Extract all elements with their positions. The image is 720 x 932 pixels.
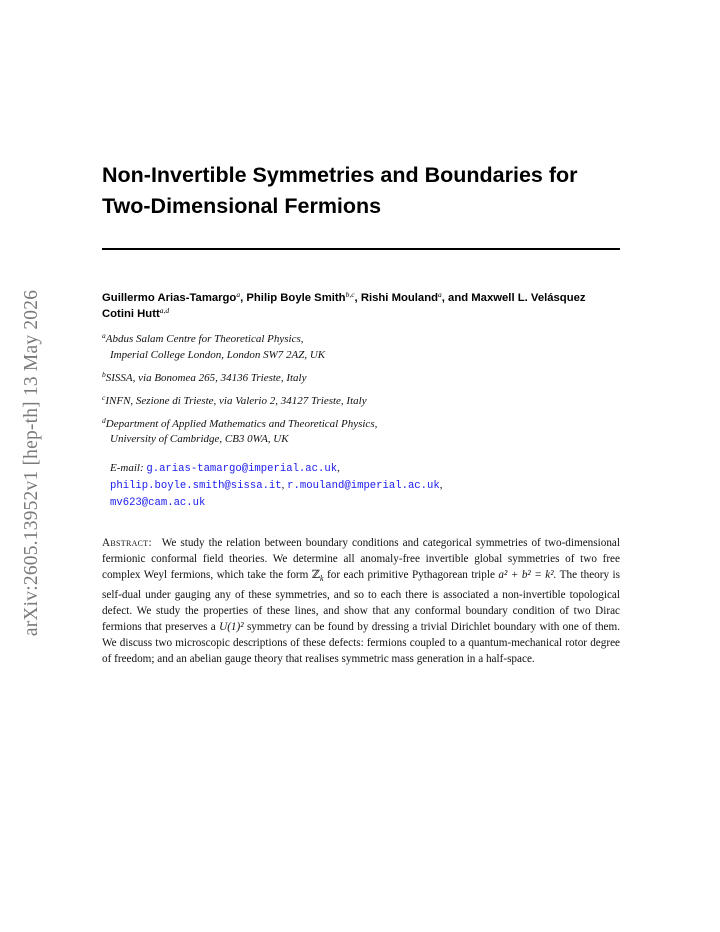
affiliation-item <box>102 332 620 363</box>
email-block: E-mail: g.arias-tamargo@imperial.ac.uk, philip.boyle.smith@sissa.it, r.mouland@imperial.ac.uk, mv623@cam.ac.uk <box>110 461 443 509</box>
affiliation-key: a <box>102 331 106 340</box>
affiliation-key: d <box>102 415 106 425</box>
affiliation-item <box>102 394 620 410</box>
affiliation-line: Department of Applied Mathematics and Theoretical Physics, <box>105 417 378 430</box>
affiliation-line: Imperial College London, London SW7 2AZ, UK <box>110 348 326 361</box>
author-name: Rishi Mouland <box>360 292 439 304</box>
affiliation-item <box>102 417 620 448</box>
arxiv-identifier-text: arXiv:2605.13952v1 [hep-th] 13 May 2026 <box>21 289 42 637</box>
abstract-text: We study the relation between boundary conditions and categorical symmetries of two-dimensional fermionic conformal field theories. We determine all anomaly-free invertible global symmetries of two free complex Weyl fermions, which take the form <box>102 536 620 581</box>
math-u1: U(1)² <box>219 621 244 634</box>
paper-page <box>102 160 620 667</box>
email-link[interactable]: philip.boyle.smith@sissa.it <box>110 479 282 492</box>
abstract-text: The theory is self-dual under gauging any of these symmetries, and so to each there is associated a non-invertible topological defect. We study the properties of these lines, and show that any conformal boundary condition of two Dirac fermions that preserves a <box>102 568 620 634</box>
paper-title <box>102 160 620 222</box>
arxiv-identifier <box>6 268 58 658</box>
math-zk: ℤ$_k$ <box>311 568 324 583</box>
author-affil-mark: a <box>438 290 442 299</box>
abstract-text: symmetry can be found by dressing a trivial Dirichlet boundary with one of them. We discuss two microscopic descriptions of these defects: fermions coupled to a quantum-mechanical rotor degree of freedom; and an abelian gauge theory that realises symmetric mass generation in a half-space. <box>102 621 620 666</box>
affiliation-line: Abdus Salam Centre for Theoretical Physics, <box>105 333 304 345</box>
title-line-1: Non-Invertible Symmetries and Boundaries for <box>102 163 578 187</box>
author-separator: , <box>354 292 361 304</box>
abstract-heading: Abstract: <box>102 536 152 549</box>
email-link[interactable]: r.mouland@imperial.ac.uk <box>287 479 440 492</box>
title-rule <box>102 248 620 250</box>
author-affil-mark: a <box>236 290 241 299</box>
email-label: E-mail: <box>110 461 144 474</box>
abstract <box>102 535 620 668</box>
email-link[interactable]: mv623@cam.ac.uk <box>110 496 206 509</box>
abstract-text: for each primitive Pythagorean triple <box>327 568 495 581</box>
affiliation-key: b <box>102 369 106 379</box>
affiliation-line: University of Cambridge, CB3 0WA, UK <box>110 433 289 445</box>
author-affil-mark: b,c <box>345 290 355 299</box>
affiliation-line: INFN, Sezione di Trieste, via Valerio 2, 34127 Trieste, Italy <box>105 394 367 407</box>
author-affil-mark: a,d <box>159 306 170 315</box>
affiliation-list <box>102 332 620 448</box>
math-pythagorean: a² + b² = k². <box>498 568 557 581</box>
title-line-2: Two-Dimensional Fermions <box>102 194 382 218</box>
author-name: Maxwell L. Velásquez Cotini Hutt <box>102 292 586 320</box>
email-link[interactable]: g.arias-tamargo@imperial.ac.uk <box>146 462 338 475</box>
author-name: Philip Boyle Smith <box>246 292 346 304</box>
author-list <box>102 290 620 322</box>
author-separator: , <box>240 292 247 304</box>
author-name: Guillermo Arias-Tamargo <box>102 292 237 304</box>
author-separator: , and <box>441 292 472 304</box>
affiliation-item <box>102 371 620 387</box>
affiliation-line: SISSA, via Bonomea 265, 34136 Trieste, Italy <box>105 371 307 384</box>
affiliation-key: c <box>102 392 106 402</box>
